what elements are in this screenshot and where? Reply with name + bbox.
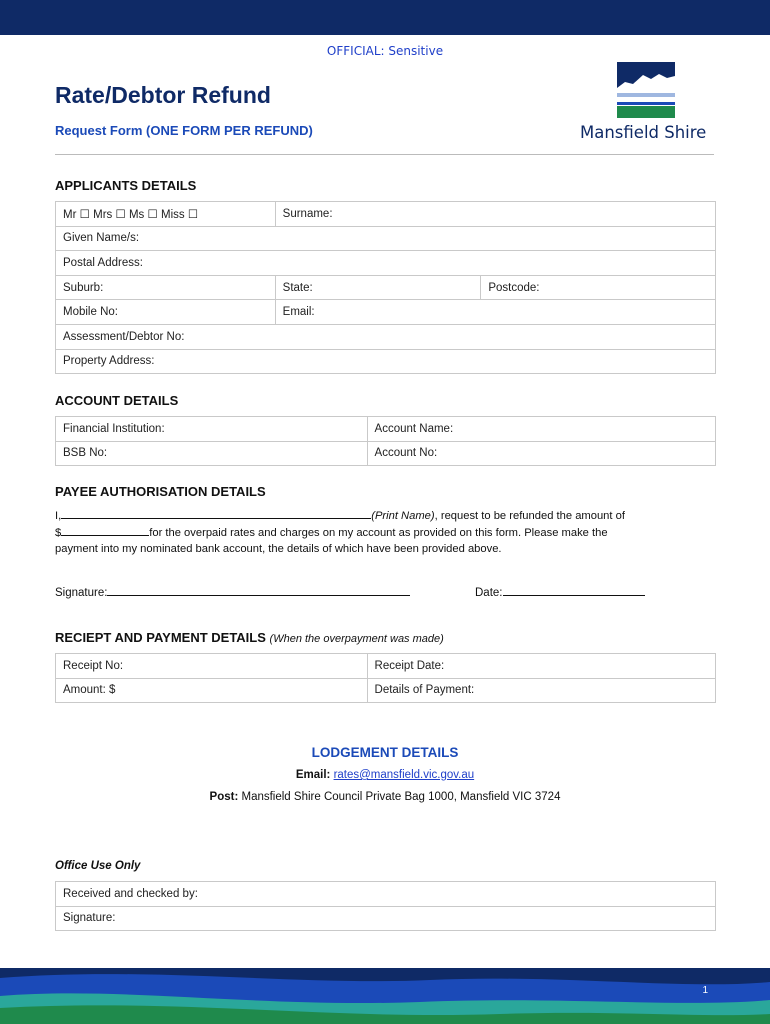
post-address: Mansfield Shire Council Private Bag 1000, Mansfield VIC 3724 [241, 791, 561, 803]
refund-amount-line[interactable] [61, 524, 149, 536]
payee-heading: PAYEE AUTHORISATION DETAILS [55, 484, 266, 499]
footer-wave-graphic [0, 968, 770, 1024]
applicants-heading: APPLICANTS DETAILS [55, 178, 197, 193]
payee-signature [55, 584, 410, 599]
dollar-label: $ [55, 527, 62, 539]
payee-line3: payment into my nominated bank account, the details of which have been provided above. [55, 543, 502, 555]
receipt-heading [55, 630, 444, 645]
receipt-heading-text: RECIEPT AND PAYMENT DETAILS [55, 630, 266, 645]
postcode-field[interactable]: Postcode: [481, 275, 716, 300]
state-field[interactable]: State: [275, 275, 481, 300]
email-link[interactable]: rates@mansfield.vic.gov.au [333, 769, 475, 781]
print-name-hint: (Print Name) [371, 510, 435, 522]
email-field[interactable]: Email: [275, 300, 715, 325]
i-label: I, [55, 510, 62, 522]
account-table [55, 416, 716, 466]
lodgement-heading: LODGEMENT DETAILS [311, 745, 459, 760]
page-number: 1 [702, 985, 708, 996]
lodgement-post [0, 791, 770, 803]
office-use-heading: Office Use Only [55, 860, 141, 872]
payee-line2-rest: for the overpaid rates and charges on my account as provided on this form. Please make the [149, 527, 608, 539]
mountain-logo-icon [617, 62, 675, 118]
date-label: Date: [475, 587, 503, 599]
form-subtitle: Request Form (ONE FORM PER REFUND) [55, 123, 313, 138]
property-address-field[interactable]: Property Address: [56, 349, 716, 374]
received-checked-field[interactable]: Received and checked by: [56, 882, 716, 907]
logo-text: Mansfield Shire [580, 123, 707, 142]
given-names-field[interactable]: Given Name/s: [56, 226, 716, 251]
payee-date [475, 584, 645, 599]
form-title: Rate/Debtor Refund [55, 82, 271, 108]
post-label: Post: [209, 791, 239, 803]
signature-line[interactable] [107, 584, 410, 596]
lodgement-email [0, 769, 770, 781]
office-signature-field[interactable]: Signature: [56, 906, 716, 931]
mansfield-shire-logo [578, 62, 718, 147]
payment-details-field[interactable]: Details of Payment: [367, 678, 715, 703]
surname-field[interactable]: Surname: [275, 202, 715, 227]
payee-line1-rest: , request to be refunded the amount of [434, 510, 625, 522]
applicants-table [55, 201, 716, 374]
print-name-line[interactable] [61, 507, 371, 519]
assessment-field[interactable]: Assessment/Debtor No: [56, 324, 716, 349]
receipt-date-field[interactable]: Receipt Date: [367, 654, 715, 679]
account-heading: ACCOUNT DETAILS [55, 393, 179, 408]
date-line[interactable] [503, 584, 645, 596]
bsb-field[interactable]: BSB No: [56, 441, 368, 466]
receipt-table [55, 653, 716, 703]
header-divider [55, 154, 714, 155]
financial-institution-field[interactable]: Financial Institution: [56, 417, 368, 442]
receipt-heading-note: (When the overpayment was made) [269, 633, 444, 645]
account-no-field[interactable]: Account No: [367, 441, 715, 466]
top-banner [0, 0, 770, 35]
receipt-no-field[interactable]: Receipt No: [56, 654, 368, 679]
email-label: Email: [295, 769, 331, 781]
signature-label: Signature: [55, 587, 108, 599]
title-options-field[interactable]: Mr ☐ Mrs ☐ Ms ☐ Miss ☐ [56, 202, 276, 227]
suburb-field[interactable]: Suburb: [56, 275, 276, 300]
account-name-field[interactable]: Account Name: [367, 417, 715, 442]
amount-field[interactable]: Amount: $ [56, 678, 368, 703]
office-table [55, 881, 716, 931]
payee-statement [55, 507, 695, 557]
mobile-field[interactable]: Mobile No: [56, 300, 276, 325]
classification-label: OFFICIAL: Sensitive [326, 44, 444, 58]
postal-address-field[interactable]: Postal Address: [56, 251, 716, 276]
